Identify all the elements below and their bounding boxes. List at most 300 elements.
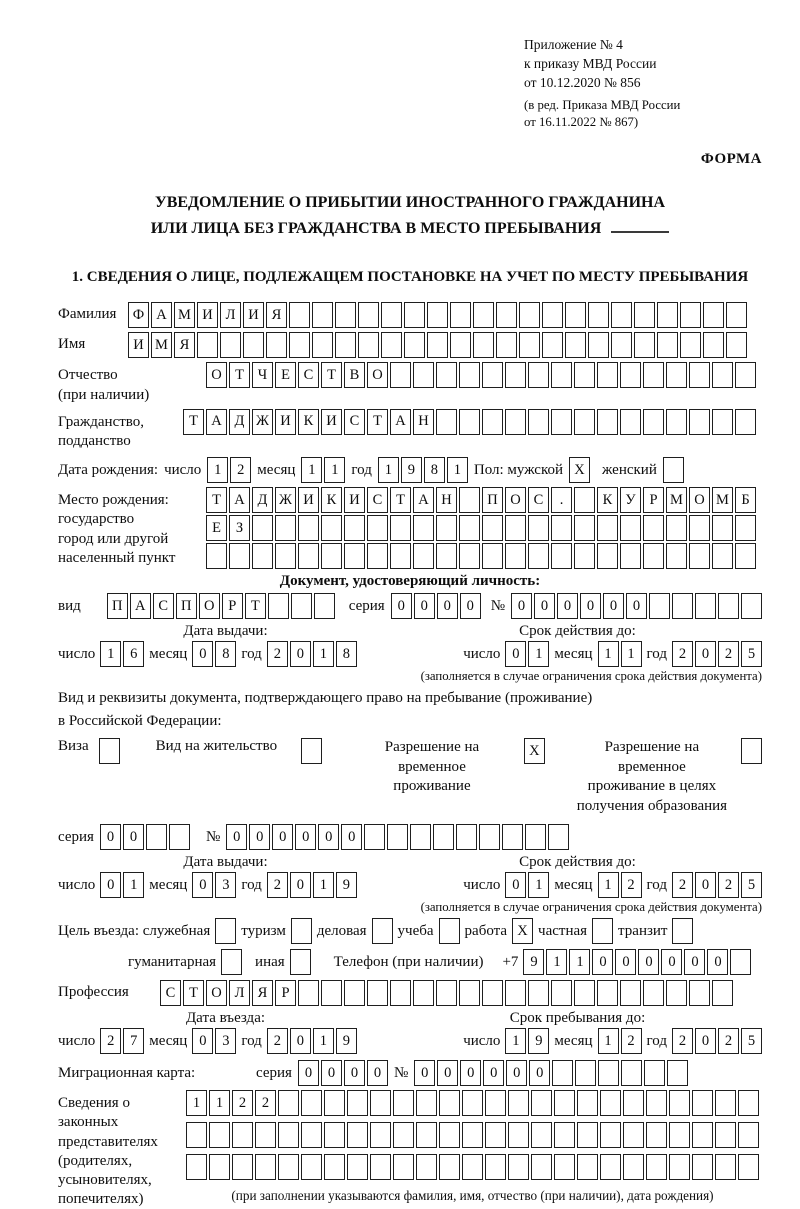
char-box[interactable]	[735, 515, 756, 541]
char-box[interactable]	[726, 302, 747, 328]
char-box[interactable]	[169, 824, 190, 850]
char-box[interactable]	[551, 362, 572, 388]
char-box[interactable]	[416, 1090, 437, 1116]
char-box[interactable]: О	[199, 593, 220, 619]
char-box[interactable]	[528, 543, 549, 569]
char-box[interactable]: 0	[707, 949, 728, 975]
char-box[interactable]	[459, 543, 480, 569]
char-box[interactable]	[485, 1122, 506, 1148]
checkbox-temp-residence[interactable]: X	[524, 738, 545, 764]
char-box[interactable]	[312, 332, 333, 358]
char-box[interactable]	[393, 1090, 414, 1116]
char-box[interactable]	[551, 409, 572, 435]
char-box[interactable]: 2	[255, 1090, 276, 1116]
char-box[interactable]	[715, 1090, 736, 1116]
char-box[interactable]: И	[275, 409, 296, 435]
char-box[interactable]	[436, 980, 457, 1006]
char-box[interactable]: 9	[401, 457, 422, 483]
char-box[interactable]	[404, 302, 425, 328]
char-box[interactable]: 0	[684, 949, 705, 975]
char-box[interactable]	[508, 1122, 529, 1148]
checkbox-humanitarian[interactable]	[221, 949, 242, 975]
char-box[interactable]	[669, 1090, 690, 1116]
char-box[interactable]	[206, 543, 227, 569]
char-box[interactable]: 0	[100, 872, 121, 898]
char-box[interactable]	[531, 1122, 552, 1148]
char-box[interactable]	[597, 362, 618, 388]
char-box[interactable]	[554, 1090, 575, 1116]
char-box[interactable]	[482, 409, 503, 435]
char-box[interactable]	[528, 515, 549, 541]
char-box[interactable]	[649, 593, 670, 619]
char-box[interactable]	[689, 515, 710, 541]
char-box[interactable]: 2	[718, 641, 739, 667]
char-box[interactable]: 2	[230, 457, 251, 483]
char-box[interactable]	[505, 515, 526, 541]
char-box[interactable]	[413, 543, 434, 569]
char-box[interactable]: 5	[741, 1028, 762, 1054]
char-box[interactable]	[252, 543, 273, 569]
char-box[interactable]	[741, 593, 762, 619]
char-box[interactable]	[390, 543, 411, 569]
char-box[interactable]: О	[505, 487, 526, 513]
char-box[interactable]: С	[367, 487, 388, 513]
char-box[interactable]	[335, 302, 356, 328]
char-box[interactable]	[462, 1154, 483, 1180]
char-box[interactable]	[255, 1154, 276, 1180]
char-box[interactable]	[680, 332, 701, 358]
char-box[interactable]	[623, 1154, 644, 1180]
char-box[interactable]: 0	[344, 1060, 365, 1086]
char-box[interactable]: И	[128, 332, 149, 358]
char-box[interactable]	[712, 515, 733, 541]
char-box[interactable]	[726, 332, 747, 358]
char-box[interactable]: Е	[275, 362, 296, 388]
char-box[interactable]: М	[151, 332, 172, 358]
char-box[interactable]: 0	[695, 872, 716, 898]
char-box[interactable]	[715, 1154, 736, 1180]
char-box[interactable]	[666, 409, 687, 435]
char-box[interactable]: 0	[298, 1060, 319, 1086]
char-box[interactable]: А	[130, 593, 151, 619]
char-box[interactable]	[482, 980, 503, 1006]
char-box[interactable]: 0	[226, 824, 247, 850]
char-box[interactable]: 2	[267, 641, 288, 667]
char-box[interactable]: С	[160, 980, 181, 1006]
char-box[interactable]	[588, 302, 609, 328]
char-box[interactable]	[427, 332, 448, 358]
char-box[interactable]: 1	[598, 872, 619, 898]
char-box[interactable]	[347, 1154, 368, 1180]
char-box[interactable]: 1	[301, 457, 322, 483]
char-box[interactable]: С	[298, 362, 319, 388]
char-box[interactable]	[554, 1122, 575, 1148]
char-box[interactable]	[410, 824, 431, 850]
char-box[interactable]: 0	[321, 1060, 342, 1086]
char-box[interactable]: 9	[528, 1028, 549, 1054]
char-box[interactable]	[666, 543, 687, 569]
char-box[interactable]	[692, 1154, 713, 1180]
char-box[interactable]: 0	[290, 1028, 311, 1054]
char-box[interactable]	[508, 1090, 529, 1116]
char-box[interactable]	[574, 543, 595, 569]
char-box[interactable]: Т	[245, 593, 266, 619]
char-box[interactable]: 2	[100, 1028, 121, 1054]
char-box[interactable]: 1	[528, 872, 549, 898]
char-box[interactable]: О	[367, 362, 388, 388]
char-box[interactable]	[695, 593, 716, 619]
char-box[interactable]	[364, 824, 385, 850]
char-box[interactable]	[574, 487, 595, 513]
char-box[interactable]	[646, 1090, 667, 1116]
char-box[interactable]: 7	[123, 1028, 144, 1054]
char-box[interactable]	[735, 543, 756, 569]
char-box[interactable]	[600, 1154, 621, 1180]
char-box[interactable]	[358, 302, 379, 328]
char-box[interactable]: 0	[249, 824, 270, 850]
char-box[interactable]: 8	[424, 457, 445, 483]
char-box[interactable]: 0	[100, 824, 121, 850]
char-box[interactable]	[620, 543, 641, 569]
char-box[interactable]	[588, 332, 609, 358]
char-box[interactable]: 9	[336, 1028, 357, 1054]
char-box[interactable]	[528, 980, 549, 1006]
char-box[interactable]	[289, 302, 310, 328]
char-box[interactable]	[667, 1060, 688, 1086]
char-box[interactable]	[456, 824, 477, 850]
char-box[interactable]	[669, 1154, 690, 1180]
char-box[interactable]	[186, 1154, 207, 1180]
char-box[interactable]	[275, 543, 296, 569]
char-box[interactable]: 3	[215, 872, 236, 898]
char-box[interactable]	[436, 515, 457, 541]
char-box[interactable]	[666, 362, 687, 388]
char-box[interactable]: 0	[460, 593, 481, 619]
char-box[interactable]	[462, 1090, 483, 1116]
char-box[interactable]: 0	[414, 1060, 435, 1086]
char-box[interactable]	[703, 332, 724, 358]
char-box[interactable]	[718, 593, 739, 619]
char-box[interactable]: 2	[718, 1028, 739, 1054]
char-box[interactable]	[712, 362, 733, 388]
char-box[interactable]	[680, 302, 701, 328]
char-box[interactable]	[255, 1122, 276, 1148]
char-box[interactable]	[643, 515, 664, 541]
char-box[interactable]: А	[229, 487, 250, 513]
char-box[interactable]	[358, 332, 379, 358]
char-box[interactable]: 0	[580, 593, 601, 619]
char-box[interactable]: 0	[295, 824, 316, 850]
char-box[interactable]	[657, 302, 678, 328]
char-box[interactable]: 2	[267, 872, 288, 898]
char-box[interactable]	[344, 980, 365, 1006]
char-box[interactable]: Н	[413, 409, 434, 435]
char-box[interactable]	[712, 980, 733, 1006]
char-box[interactable]	[439, 1122, 460, 1148]
char-box[interactable]	[485, 1090, 506, 1116]
char-box[interactable]: 0	[318, 824, 339, 850]
char-box[interactable]: Д	[229, 409, 250, 435]
char-box[interactable]: П	[482, 487, 503, 513]
char-box[interactable]	[738, 1090, 759, 1116]
char-box[interactable]: 0	[437, 593, 458, 619]
char-box[interactable]	[436, 543, 457, 569]
char-box[interactable]	[646, 1154, 667, 1180]
char-box[interactable]: Д	[252, 487, 273, 513]
char-box[interactable]	[505, 409, 526, 435]
char-box[interactable]: 0	[626, 593, 647, 619]
char-box[interactable]: А	[390, 409, 411, 435]
char-box[interactable]	[312, 302, 333, 328]
char-box[interactable]	[367, 980, 388, 1006]
char-box[interactable]	[502, 824, 523, 850]
char-box[interactable]	[735, 362, 756, 388]
char-box[interactable]	[528, 362, 549, 388]
char-box[interactable]	[597, 543, 618, 569]
char-box[interactable]	[496, 302, 517, 328]
char-box[interactable]: П	[176, 593, 197, 619]
char-box[interactable]	[459, 409, 480, 435]
char-box[interactable]	[416, 1122, 437, 1148]
char-box[interactable]	[505, 362, 526, 388]
char-box[interactable]: 1	[378, 457, 399, 483]
char-box[interactable]	[551, 515, 572, 541]
char-box[interactable]: Т	[206, 487, 227, 513]
char-box[interactable]	[623, 1090, 644, 1116]
char-box[interactable]	[450, 332, 471, 358]
char-box[interactable]	[209, 1154, 230, 1180]
char-box[interactable]: 1	[324, 457, 345, 483]
char-box[interactable]	[644, 1060, 665, 1086]
char-box[interactable]	[597, 409, 618, 435]
char-box[interactable]	[620, 362, 641, 388]
char-box[interactable]: 6	[123, 641, 144, 667]
char-box[interactable]: Т	[183, 980, 204, 1006]
char-box[interactable]	[577, 1090, 598, 1116]
char-box[interactable]	[324, 1122, 345, 1148]
char-box[interactable]	[620, 409, 641, 435]
checkbox-male[interactable]: X	[569, 457, 590, 483]
char-box[interactable]	[574, 362, 595, 388]
char-box[interactable]	[393, 1122, 414, 1148]
char-box[interactable]	[370, 1090, 391, 1116]
char-box[interactable]	[574, 515, 595, 541]
char-box[interactable]: С	[528, 487, 549, 513]
char-box[interactable]: 0	[505, 641, 526, 667]
char-box[interactable]: .	[551, 487, 572, 513]
char-box[interactable]: 5	[741, 872, 762, 898]
checkbox-private[interactable]	[592, 918, 613, 944]
char-box[interactable]	[703, 302, 724, 328]
char-box[interactable]: 1	[546, 949, 567, 975]
char-box[interactable]	[519, 332, 540, 358]
checkbox-other[interactable]	[290, 949, 311, 975]
char-box[interactable]	[554, 1154, 575, 1180]
char-box[interactable]: Н	[436, 487, 457, 513]
char-box[interactable]: У	[620, 487, 641, 513]
char-box[interactable]: 0	[437, 1060, 458, 1086]
char-box[interactable]: 2	[621, 1028, 642, 1054]
char-box[interactable]	[634, 302, 655, 328]
char-box[interactable]	[459, 515, 480, 541]
char-box[interactable]: 0	[638, 949, 659, 975]
char-box[interactable]: 2	[621, 872, 642, 898]
char-box[interactable]: И	[243, 302, 264, 328]
char-box[interactable]: С	[153, 593, 174, 619]
char-box[interactable]: 1	[598, 1028, 619, 1054]
char-box[interactable]	[528, 409, 549, 435]
char-box[interactable]	[643, 543, 664, 569]
char-box[interactable]	[623, 1122, 644, 1148]
char-box[interactable]: И	[197, 302, 218, 328]
char-box[interactable]: Л	[229, 980, 250, 1006]
char-box[interactable]	[542, 302, 563, 328]
char-box[interactable]: 3	[215, 1028, 236, 1054]
char-box[interactable]	[335, 332, 356, 358]
char-box[interactable]	[689, 362, 710, 388]
char-box[interactable]: 1	[569, 949, 590, 975]
char-box[interactable]: Т	[183, 409, 204, 435]
char-box[interactable]	[404, 332, 425, 358]
char-box[interactable]	[390, 515, 411, 541]
char-box[interactable]	[738, 1154, 759, 1180]
char-box[interactable]: Т	[390, 487, 411, 513]
char-box[interactable]	[436, 409, 457, 435]
char-box[interactable]	[232, 1154, 253, 1180]
char-box[interactable]	[301, 1090, 322, 1116]
char-box[interactable]	[692, 1090, 713, 1116]
char-box[interactable]	[413, 515, 434, 541]
char-box[interactable]	[291, 593, 312, 619]
char-box[interactable]: 1	[528, 641, 549, 667]
char-box[interactable]	[611, 302, 632, 328]
char-box[interactable]	[367, 515, 388, 541]
char-box[interactable]	[666, 980, 687, 1006]
char-box[interactable]	[657, 332, 678, 358]
char-box[interactable]	[427, 302, 448, 328]
char-box[interactable]: 1	[100, 641, 121, 667]
char-box[interactable]	[482, 515, 503, 541]
char-box[interactable]	[301, 1122, 322, 1148]
char-box[interactable]: 9	[336, 872, 357, 898]
char-box[interactable]: 0	[615, 949, 636, 975]
char-box[interactable]: Т	[229, 362, 250, 388]
char-box[interactable]: 8	[215, 641, 236, 667]
char-box[interactable]: З	[229, 515, 250, 541]
char-box[interactable]	[459, 487, 480, 513]
char-box[interactable]	[220, 332, 241, 358]
char-box[interactable]: 0	[603, 593, 624, 619]
char-box[interactable]	[370, 1154, 391, 1180]
char-box[interactable]	[611, 332, 632, 358]
char-box[interactable]	[268, 593, 289, 619]
char-box[interactable]: Ч	[252, 362, 273, 388]
char-box[interactable]: 2	[672, 872, 693, 898]
char-box[interactable]	[321, 515, 342, 541]
char-box[interactable]	[278, 1090, 299, 1116]
char-box[interactable]	[482, 362, 503, 388]
char-box[interactable]	[433, 824, 454, 850]
char-box[interactable]: 1	[505, 1028, 526, 1054]
char-box[interactable]: 1	[207, 457, 228, 483]
char-box[interactable]	[266, 332, 287, 358]
char-box[interactable]	[275, 515, 296, 541]
checkbox-study[interactable]	[439, 918, 460, 944]
char-box[interactable]	[482, 543, 503, 569]
char-box[interactable]: 1	[447, 457, 468, 483]
char-box[interactable]: 1	[186, 1090, 207, 1116]
char-box[interactable]: К	[298, 409, 319, 435]
char-box[interactable]: А	[151, 302, 172, 328]
char-box[interactable]	[479, 824, 500, 850]
char-box[interactable]	[413, 362, 434, 388]
char-box[interactable]: 5	[741, 641, 762, 667]
char-box[interactable]: 0	[123, 824, 144, 850]
char-box[interactable]: 0	[460, 1060, 481, 1086]
char-box[interactable]	[278, 1154, 299, 1180]
checkbox-work[interactable]: X	[512, 918, 533, 944]
char-box[interactable]	[393, 1154, 414, 1180]
char-box[interactable]	[229, 543, 250, 569]
char-box[interactable]	[598, 1060, 619, 1086]
char-box[interactable]	[643, 362, 664, 388]
char-box[interactable]	[298, 980, 319, 1006]
char-box[interactable]: 0	[290, 641, 311, 667]
char-box[interactable]	[347, 1122, 368, 1148]
char-box[interactable]	[347, 1090, 368, 1116]
char-box[interactable]	[387, 824, 408, 850]
char-box[interactable]	[413, 980, 434, 1006]
char-box[interactable]: И	[298, 487, 319, 513]
char-box[interactable]: Ж	[275, 487, 296, 513]
char-box[interactable]	[643, 980, 664, 1006]
char-box[interactable]: Р	[643, 487, 664, 513]
char-box[interactable]	[462, 1122, 483, 1148]
char-box[interactable]: Я	[252, 980, 273, 1006]
char-box[interactable]: 1	[123, 872, 144, 898]
char-box[interactable]: М	[174, 302, 195, 328]
char-box[interactable]: 1	[313, 872, 334, 898]
char-box[interactable]	[381, 302, 402, 328]
char-box[interactable]: 0	[367, 1060, 388, 1086]
char-box[interactable]	[634, 332, 655, 358]
char-box[interactable]	[575, 1060, 596, 1086]
char-box[interactable]	[485, 1154, 506, 1180]
char-box[interactable]: М	[666, 487, 687, 513]
char-box[interactable]	[301, 1154, 322, 1180]
char-box[interactable]: 1	[209, 1090, 230, 1116]
char-box[interactable]: 0	[534, 593, 555, 619]
checkbox-tourism[interactable]	[291, 918, 312, 944]
char-box[interactable]	[381, 332, 402, 358]
char-box[interactable]	[600, 1090, 621, 1116]
char-box[interactable]: 2	[267, 1028, 288, 1054]
char-box[interactable]	[508, 1154, 529, 1180]
char-box[interactable]	[324, 1154, 345, 1180]
char-box[interactable]: В	[344, 362, 365, 388]
char-box[interactable]	[735, 409, 756, 435]
char-box[interactable]	[525, 824, 546, 850]
char-box[interactable]	[600, 1122, 621, 1148]
char-box[interactable]	[565, 332, 586, 358]
char-box[interactable]	[574, 980, 595, 1006]
char-box[interactable]	[531, 1154, 552, 1180]
char-box[interactable]: Р	[275, 980, 296, 1006]
char-box[interactable]	[496, 332, 517, 358]
char-box[interactable]	[459, 980, 480, 1006]
char-box[interactable]: 1	[598, 641, 619, 667]
char-box[interactable]: 1	[313, 641, 334, 667]
